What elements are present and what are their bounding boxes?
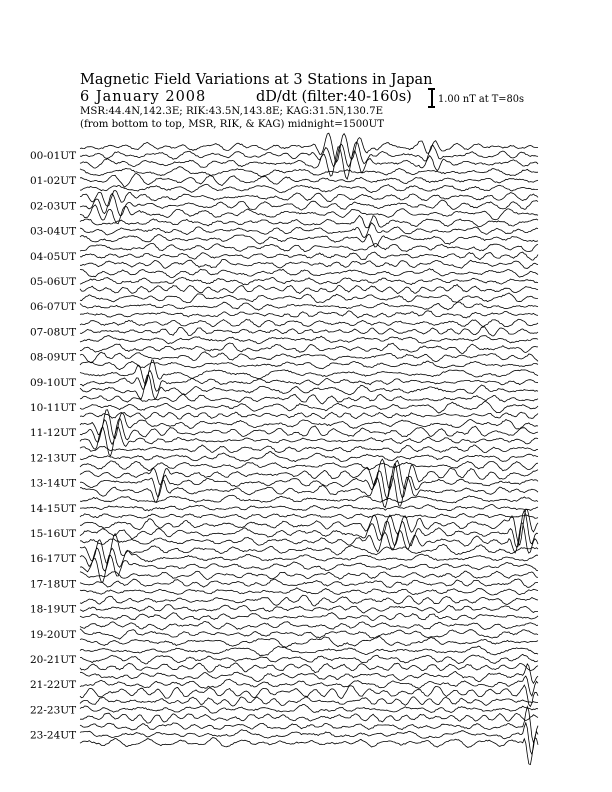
row-label: 12-13UT	[30, 452, 77, 465]
trace-kag	[80, 534, 538, 564]
trace-rik	[80, 277, 538, 285]
station-order-note: (from bottom to top, MSR, RIK, & KAG) midnight=1500UT	[80, 119, 385, 130]
trace-rik	[80, 452, 538, 462]
trace-msr	[80, 588, 538, 595]
row-label: 07-08UT	[30, 326, 77, 339]
row-label: 17-18UT	[30, 578, 77, 591]
trace-kag	[80, 646, 538, 656]
trace-rik	[80, 142, 538, 167]
trace-kag	[80, 509, 538, 545]
trace-kag	[80, 395, 538, 404]
trace-kag	[80, 319, 538, 327]
row-label: 00-01UT	[30, 150, 77, 162]
trace-kag	[80, 664, 538, 683]
trace-rik	[80, 579, 538, 588]
trace-rik	[80, 505, 538, 511]
trace-msr	[80, 361, 538, 370]
trace-msr	[80, 311, 538, 318]
trace-kag	[80, 621, 538, 630]
trace-kag	[80, 495, 538, 503]
trace-msr	[80, 685, 538, 706]
row-label: 15-16UT	[30, 528, 77, 540]
trace-msr	[80, 336, 538, 344]
row-label: 05-06UT	[30, 276, 77, 288]
trace-msr	[80, 663, 538, 673]
trace-group	[80, 133, 538, 764]
trace-msr	[80, 375, 538, 399]
trace-rik	[80, 654, 538, 664]
trace-rik	[80, 327, 538, 336]
row-label: 01-02UT	[30, 175, 77, 188]
chart-title: Magnetic Field Variations at 3 Stations in Japan	[80, 72, 433, 88]
trace-kag	[80, 293, 538, 303]
trace-rik	[80, 401, 538, 413]
row-label: 19-20UT	[30, 628, 77, 641]
trace-kag	[80, 133, 538, 162]
row-label: 09-10UT	[30, 376, 77, 389]
trace-rik	[80, 704, 538, 713]
trace-msr	[80, 285, 538, 294]
trace-kag	[80, 343, 538, 353]
row-label: 13-14UT	[30, 477, 77, 490]
trace-rik	[80, 352, 538, 363]
row-label: 06-07UT	[30, 301, 77, 314]
row-label: 21-22UT	[30, 679, 77, 692]
row-label: 22-23UT	[30, 704, 77, 717]
trace-rik	[80, 464, 538, 499]
date-label: 6 January 2008	[80, 89, 207, 105]
trace-kag	[80, 167, 538, 177]
row-label: 10-11UT	[30, 402, 77, 414]
row-label: 14-15UT	[30, 502, 77, 515]
trace-msr	[80, 737, 538, 764]
row-label: 11-12UT	[30, 427, 77, 440]
row-label: 16-17UT	[30, 553, 77, 566]
trace-msr	[80, 514, 538, 519]
row-label: 23-24UT	[30, 729, 77, 742]
trace-msr	[80, 636, 538, 647]
trace-rik	[80, 605, 538, 613]
trace-msr	[80, 412, 538, 419]
row-label: 02-03UT	[30, 200, 77, 213]
row-label: 04-05UT	[30, 250, 77, 263]
row-label: 18-19UT	[30, 603, 77, 616]
scale-label: 1.00 nT at T=80s	[438, 94, 525, 105]
trace-rik	[80, 173, 538, 187]
trace-kag	[80, 410, 538, 439]
trace-kag	[80, 595, 538, 606]
row-label: 03-04UT	[30, 225, 77, 238]
trace-kag	[80, 445, 538, 453]
trace-msr	[80, 147, 538, 179]
trace-rik	[80, 302, 538, 310]
trace-msr	[80, 461, 538, 471]
trace-msr	[80, 713, 538, 723]
trace-msr	[80, 476, 538, 508]
trace-rik	[80, 676, 538, 696]
trace-msr	[80, 259, 538, 268]
trace-msr	[80, 613, 538, 621]
trace-kag	[80, 571, 538, 579]
row-label: 08-09UT	[30, 351, 77, 364]
trace-rik	[80, 629, 538, 639]
component-label: dD/dt (filter:40-160s)	[256, 89, 412, 105]
trace-kag	[80, 216, 538, 228]
row-label-group	[30, 150, 76, 742]
trace-kag	[80, 269, 538, 278]
station-coordinates: MSR:44.4N,142.3E; RIK:43.5N,143.8E; KAG:31.5N,130.7E	[80, 106, 384, 117]
trace-rik	[80, 252, 538, 260]
trace-kag	[80, 697, 538, 706]
trace-msr	[80, 184, 538, 192]
trace-kag	[80, 244, 538, 252]
row-label: 20-21UT	[30, 654, 77, 666]
